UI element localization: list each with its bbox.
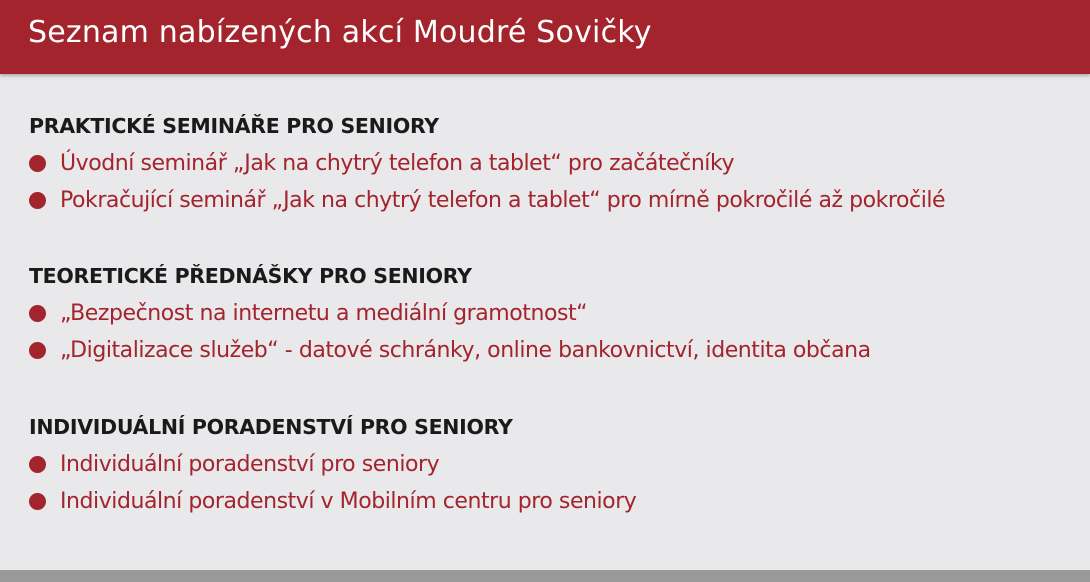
list-item: [29, 297, 1079, 334]
list-item-text: „Bezpečnost na internetu a mediální gramotnost“: [60, 301, 588, 326]
section-heading: PRAKTICKÉ SEMINÁŘE PRO SENIORY: [29, 114, 439, 138]
header-bar: [0, 0, 1090, 74]
section-heading: TEORETICKÉ PŘEDNÁŠKY PRO SENIORY: [29, 264, 472, 288]
list-item-text: Pokračující seminář „Jak na chytrý telefon a tablet“ pro mírně pokročilé až pokročilé: [60, 188, 946, 213]
bullet-icon: [29, 192, 46, 209]
list-item: [29, 485, 1079, 522]
list-item-text: Individuální poradenství v Mobilním centru pro seniory: [60, 489, 637, 514]
bullet-icon: [29, 493, 46, 510]
list-item-text: Úvodní seminář „Jak na chytrý telefon a tablet“ pro začátečníky: [60, 151, 735, 176]
section-practical-seminars: [29, 114, 1079, 221]
list-item: [29, 334, 1079, 371]
list-item: [29, 184, 1079, 221]
list-item-text: „Digitalizace služeb“ - datové schránky, online bankovnictví, identita občana: [60, 338, 871, 363]
bullet-icon: [29, 305, 46, 322]
list-item: [29, 147, 1079, 184]
footer-bar: [0, 570, 1090, 582]
list-item-text: Individuální poradenství pro seniory: [60, 452, 440, 477]
page-title: Seznam nabízených akcí Moudré Sovičky: [28, 15, 652, 50]
bullet-icon: [29, 456, 46, 473]
bullet-icon: [29, 155, 46, 172]
section-individual-counseling: [29, 415, 1079, 522]
list-item: [29, 448, 1079, 485]
bullet-icon: [29, 342, 46, 359]
section-heading: INDIVIDUÁLNÍ PORADENSTVÍ PRO SENIORY: [29, 415, 513, 439]
section-theoretical-lectures: [29, 264, 1079, 371]
